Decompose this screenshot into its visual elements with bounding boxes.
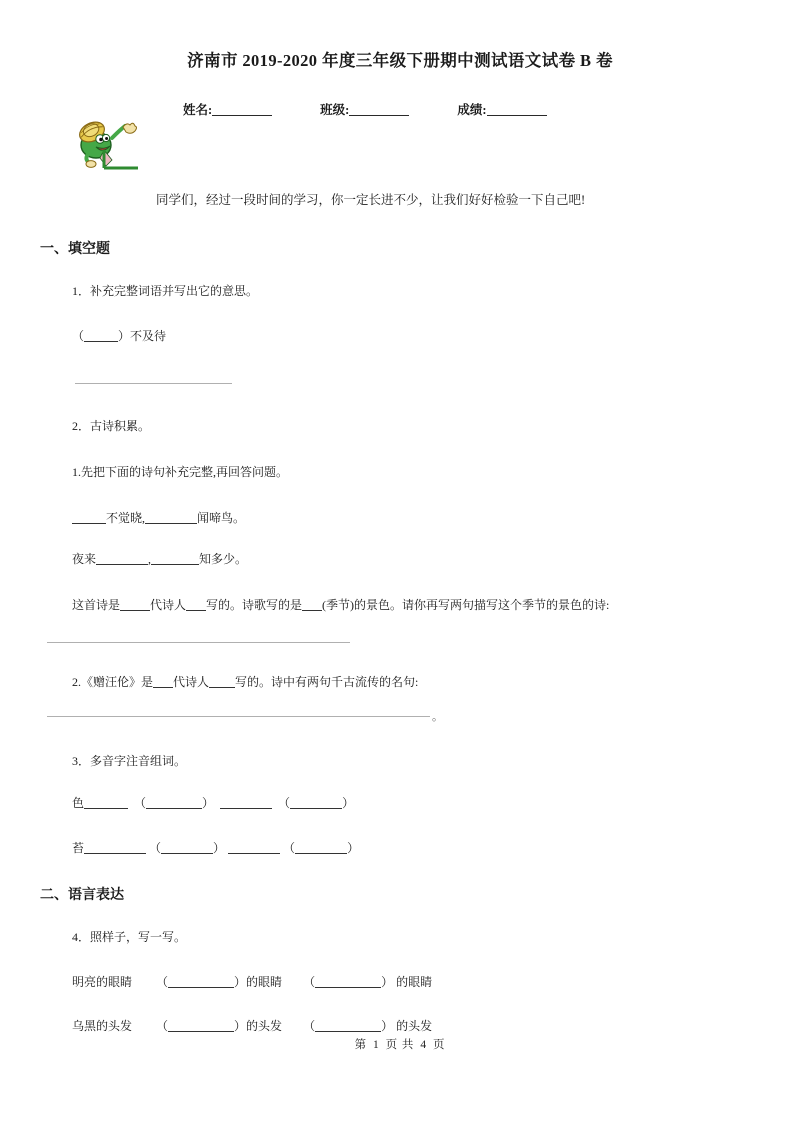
- footer-suffix: 页: [432, 1039, 446, 1051]
- q3-row1-pinyin-blank-1[interactable]: [84, 797, 128, 809]
- poem2-blank-1[interactable]: [96, 553, 148, 565]
- q4-row1-blank-2[interactable]: [315, 976, 381, 988]
- q2-sub2-answer-rule[interactable]: [47, 716, 430, 717]
- q3-row2-p3: （: [283, 841, 296, 855]
- q2-ask-a: 这首诗是: [72, 598, 121, 612]
- q1-item-text: 不及待: [130, 329, 167, 343]
- q3-row1-word-blank-2[interactable]: [290, 797, 342, 809]
- poem1-text-a: 不觉晓,: [106, 511, 146, 525]
- score-label: 成绩:: [457, 103, 487, 117]
- q2-sub2-period: 。: [432, 711, 443, 723]
- q2-ask-c: 写的。诗歌写的是: [206, 598, 303, 612]
- q4-row2-open-1: （: [156, 1019, 169, 1033]
- q3-row-2: [72, 840, 359, 857]
- q4-row-1: [72, 974, 432, 991]
- question-2-stem: [72, 418, 150, 435]
- q2-poem-line-2: [72, 551, 247, 568]
- question-2-number: 2．: [72, 419, 91, 433]
- q4-row1-open-1: （: [156, 975, 169, 989]
- poem1-text-b: 闻啼鸟。: [197, 511, 246, 525]
- footer-prefix: 第: [354, 1039, 368, 1051]
- poem2-text-a: 夜来: [72, 552, 97, 566]
- q3-row1-p4: ）: [342, 796, 355, 810]
- class-label: 班级:: [320, 103, 350, 117]
- question-4-number: 4．: [72, 930, 91, 944]
- q3-row2-pinyin-blank-2[interactable]: [228, 842, 280, 854]
- q3-row1-p3: （: [278, 796, 291, 810]
- question-1-stem: [72, 283, 258, 300]
- q4-row2-blank-1[interactable]: [168, 1020, 234, 1032]
- question-3-number: 3．: [72, 754, 91, 768]
- q2-ask-blank-2[interactable]: [186, 599, 206, 611]
- footer-page-number: 1: [372, 1039, 380, 1051]
- q3-row2-char: 苔: [72, 841, 85, 855]
- question-2-text: 古诗积累。: [90, 419, 151, 433]
- class-blank[interactable]: [349, 103, 409, 117]
- question-1-item: [72, 328, 166, 345]
- q1-open-paren: （: [72, 329, 85, 343]
- q2-sub2-blank-2[interactable]: [209, 676, 235, 688]
- q4-row2-suffix-1: 的头发: [246, 1019, 283, 1033]
- q3-row1-p1: （: [134, 796, 147, 810]
- q3-row2-word-blank-2[interactable]: [295, 842, 347, 854]
- poem1-blank-2[interactable]: [145, 512, 197, 524]
- q3-row1-pinyin-blank-2[interactable]: [220, 797, 272, 809]
- q2-sub2-question: [72, 674, 418, 691]
- frog-mascot-icon: [70, 116, 142, 178]
- poem2-text-c: 知多少。: [199, 552, 248, 566]
- question-4-text: 照样子，写一写。: [90, 930, 187, 944]
- question-1-number: 1．: [72, 284, 91, 298]
- q2-ask-blank-3[interactable]: [302, 599, 322, 611]
- q1-answer-rule[interactable]: [75, 383, 232, 384]
- q2-sub2-b: 代诗人: [173, 675, 210, 689]
- q3-row-1: [72, 795, 354, 812]
- q3-row1-p2: ）: [202, 796, 215, 810]
- footer-middle: 页 共: [385, 1039, 415, 1051]
- q2-sub2-blank-1[interactable]: [153, 676, 173, 688]
- q3-row2-pinyin-blank-1[interactable]: [84, 842, 146, 854]
- q3-row1-char: 色: [72, 796, 85, 810]
- section-heading-one: 一、填空题: [40, 242, 110, 257]
- q4-row1-example: 明亮的眼睛: [72, 975, 133, 989]
- q2-sub2-c: 写的。诗中有两句千古流传的名句:: [235, 675, 419, 689]
- page-footer: [0, 1036, 800, 1052]
- q4-row2-open-2: （: [303, 1019, 316, 1033]
- q1-item-blank[interactable]: [84, 330, 118, 342]
- q2-ask-blank-1[interactable]: [120, 599, 150, 611]
- page-title: 济南市 2019-2020 年度三年级下册期中测试语文试卷 B 卷: [187, 51, 613, 70]
- section-heading-two: 二、语言表达: [40, 888, 124, 903]
- poem2-blank-2[interactable]: [151, 553, 199, 565]
- footer-total-pages: 4: [420, 1039, 428, 1051]
- name-label: 姓名:: [183, 103, 213, 117]
- q2-sub2-label: 2.: [72, 675, 81, 689]
- q1-close-paren: ）: [118, 329, 131, 343]
- greeting-text: 同学们，经过一段时间的学习，你一定长进不少，让我们好好检验一下自己吧!: [156, 193, 586, 207]
- poem1-blank-1[interactable]: [72, 512, 106, 524]
- score-blank[interactable]: [487, 103, 547, 117]
- q2-ask-d: (季节)的景色。请你再写两句描写这个季节的景色的诗:: [322, 598, 610, 612]
- score-field[interactable]: [457, 100, 546, 118]
- q4-row-2: [72, 1018, 432, 1035]
- q4-row1-open-2: （: [303, 975, 316, 989]
- question-2-sub1-stem: [72, 464, 288, 481]
- q4-row2-suffix-2: 的头发: [396, 1019, 433, 1033]
- question-4-stem: [72, 929, 186, 946]
- poem2-text-b: ,: [148, 552, 152, 566]
- q2-followup-question: [72, 597, 609, 614]
- question-3-text: 多音字注音组词。: [90, 754, 187, 768]
- question-1-text: 补充完整词语并写出它的意思。: [90, 284, 259, 298]
- q4-row2-example: 乌黑的头发: [72, 1019, 133, 1033]
- identity-row: [183, 100, 743, 118]
- name-field[interactable]: [183, 100, 272, 118]
- q4-row1-close-1: ）: [234, 975, 247, 989]
- q2-sub1-label: 1.: [72, 465, 81, 479]
- class-field[interactable]: [320, 100, 409, 118]
- q2-ask-b: 代诗人: [150, 598, 187, 612]
- q4-row2-blank-2[interactable]: [315, 1020, 381, 1032]
- q2-sub2-a: 《赠汪伦》是: [81, 675, 154, 689]
- q3-row2-word-blank-1[interactable]: [161, 842, 213, 854]
- q2-sub1-text: 先把下面的诗句补充完整,再回答问题。: [81, 465, 289, 479]
- q2-sub1-answer-rule[interactable]: [47, 642, 350, 643]
- q4-row2-close-1: ）: [234, 1019, 247, 1033]
- q4-row1-blank-1[interactable]: [168, 976, 234, 988]
- q3-row2-p4: ）: [347, 841, 360, 855]
- q4-row1-suffix-1: 的眼睛: [246, 975, 283, 989]
- q4-row2-close-2: ）: [381, 1019, 394, 1033]
- question-3-stem: [72, 753, 186, 770]
- q3-row2-p1: （: [149, 841, 162, 855]
- q2-poem-line-1: [72, 510, 245, 527]
- q3-row2-p2: ）: [213, 841, 226, 855]
- q4-row1-suffix-2: 的眼睛: [396, 975, 433, 989]
- q4-row1-close-2: ）: [381, 975, 394, 989]
- name-blank[interactable]: [212, 103, 272, 117]
- q3-row1-word-blank-1[interactable]: [146, 797, 202, 809]
